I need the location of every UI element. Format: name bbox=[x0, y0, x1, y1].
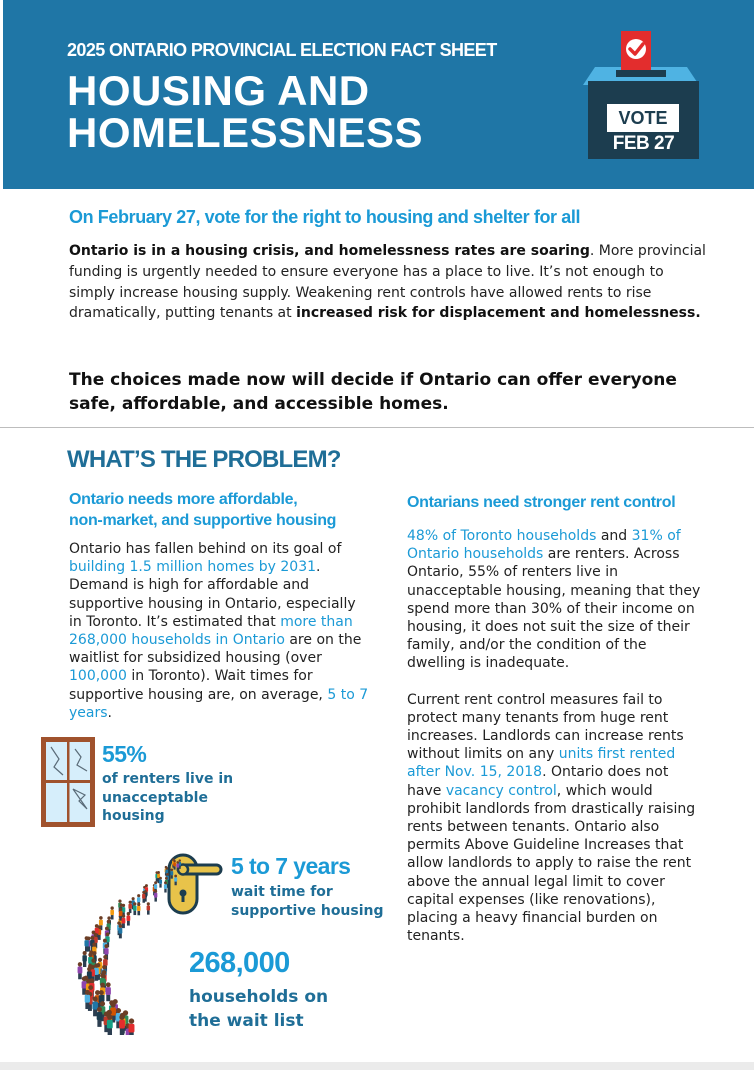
crowd-person bbox=[110, 906, 114, 919]
right-highlight-1: 48% of Toronto households bbox=[407, 528, 597, 544]
crowd-person bbox=[126, 912, 130, 926]
left-highlight-4: 5 to 7 years bbox=[69, 686, 369, 721]
crowd-person bbox=[137, 903, 141, 916]
crowd-person bbox=[119, 1015, 125, 1035]
crowd-person bbox=[154, 890, 157, 902]
crowd-person bbox=[173, 860, 176, 870]
intro-text-1: . More provincial funding is urgently needed to ensure everyone has a place to live. It’s not enough to simply increase housing supply. Weakening rent controls have allowed rents to rise dramatically, putting tenants at bbox=[69, 243, 706, 322]
crowd-person bbox=[97, 1007, 103, 1027]
left-subheading bbox=[69, 489, 389, 531]
crowd-person bbox=[129, 1018, 135, 1035]
crowd-person bbox=[176, 861, 179, 871]
crowd-person bbox=[82, 951, 86, 967]
stat-label-renters bbox=[102, 770, 233, 826]
crowd-person bbox=[85, 990, 90, 1009]
left-text-2: . Demand is high for affordable and supportive housing in Ontario, especially in Toronto. It’s estimated that bbox=[69, 559, 356, 630]
intro-paragraph bbox=[69, 241, 709, 324]
right-text-2: are renters. Across Ontario, 55% of renters live in unacceptable housing, meaning that they spend more than 30% of their income on housing, it does not suit the size of their family, and/or the condition of the dwelling is inadequate. bbox=[407, 546, 701, 672]
crowd-person bbox=[128, 901, 131, 913]
stat-label-waitlist-line-1: households on bbox=[189, 987, 329, 1007]
intro-heading: On February 27, vote for the right to housing and shelter for all bbox=[69, 207, 581, 227]
crowd-person bbox=[164, 881, 167, 892]
problem-heading: WHAT’S THE PROBLEM? bbox=[67, 446, 341, 473]
right-text-1: and bbox=[596, 528, 632, 544]
crowd-icon bbox=[30, 850, 190, 1035]
stat-value-wait: 5 to 7 years bbox=[231, 853, 351, 879]
fact-sheet-kicker: 2025 ONTARIO PROVINCIAL ELECTION FACT SHEET bbox=[67, 40, 497, 60]
left-paragraph bbox=[69, 540, 369, 722]
vote-date: FEB 27 bbox=[612, 133, 675, 154]
right-text-4: . Ontario does not have bbox=[407, 764, 669, 799]
crowd-person bbox=[118, 924, 122, 938]
left-subheading-line-2: non-market, and supportive housing bbox=[69, 512, 337, 529]
stat-label-renters-line-3: housing bbox=[102, 808, 165, 824]
crowd-person bbox=[107, 1014, 113, 1035]
left-text-1: Ontario has fallen behind on its goal of bbox=[69, 541, 342, 557]
broken-window-icon bbox=[41, 737, 95, 827]
left-text-4: in Toronto). Wait times for supportive housing are, on average, bbox=[69, 668, 328, 703]
crowd-person bbox=[133, 902, 137, 915]
right-paragraph-2 bbox=[407, 691, 707, 946]
vote-label: VOTE bbox=[607, 104, 679, 132]
crowd-person bbox=[147, 902, 150, 914]
left-subheading-line-1: Ontario needs more affordable, bbox=[69, 491, 298, 508]
stat-label-wait-line-1: wait time for bbox=[231, 884, 333, 900]
stat-label-wait bbox=[231, 883, 384, 921]
right-subheading: Ontarians need stronger rent control bbox=[407, 494, 676, 511]
page-title bbox=[67, 67, 424, 156]
left-highlight-1: building 1.5 million homes by 2031 bbox=[69, 559, 317, 576]
left-text-5: . bbox=[107, 704, 112, 721]
right-highlight-4: vacancy control bbox=[445, 782, 557, 799]
crowd-person bbox=[159, 877, 162, 888]
crowd-person bbox=[106, 982, 111, 1001]
title-line-1: HOUSING AND bbox=[67, 67, 370, 114]
title-line-2: HOMELESSNESS bbox=[67, 109, 424, 156]
left-highlight-3: 100,000 bbox=[69, 668, 127, 685]
stat-value-renters: 55% bbox=[102, 741, 147, 767]
crowd-person bbox=[174, 875, 177, 886]
right-paragraph bbox=[407, 527, 707, 945]
stat-label-waitlist-line-2: the wait list bbox=[189, 1011, 304, 1031]
stat-label-renters-line-1: of renters live in bbox=[102, 771, 234, 787]
right-text-5: , which would prohibit landlords from drastically raising rents between tenants. Ontario also permits Above Guideline Increases that allow landlords to apply to raise the rent above the annual legal limit to cover capital expenses (like renovations), placing a heavy financial burden on tenants. bbox=[407, 782, 696, 945]
section-divider bbox=[0, 427, 754, 428]
stat-label-waitlist bbox=[189, 985, 328, 1033]
stat-value-waitlist: 268,000 bbox=[189, 947, 290, 979]
stat-label-wait-line-2: supportive housing bbox=[231, 903, 384, 919]
crowd-person bbox=[142, 891, 145, 903]
right-text-3: Current rent control measures fail to protect many tenants from huge rent increases. Landlords can increase rents without limits on any bbox=[407, 691, 684, 763]
intro-bold-1: Ontario is in a housing crisis, and homelessness rates are soaring bbox=[69, 243, 590, 259]
intro-conclusion: The choices made now will decide if Ontario can offer everyone safe, affordable, and accessible homes. bbox=[69, 370, 677, 414]
right-paragraph-1 bbox=[407, 527, 707, 673]
vote-box bbox=[588, 81, 699, 159]
right-highlight-2: 31% of Ontario households bbox=[407, 528, 681, 563]
intro-bold-2: increased risk for displacement and homelessness. bbox=[296, 305, 701, 322]
stat-label-renters-line-2: unacceptable bbox=[102, 789, 208, 806]
right-highlight-3: units first rented after Nov. 15, 2018 bbox=[407, 746, 676, 781]
crowd-person bbox=[78, 962, 83, 979]
crowd-person bbox=[170, 868, 173, 878]
left-highlight-2: more than 268,000 households in Ontario bbox=[69, 613, 353, 649]
crowd-person bbox=[84, 936, 88, 951]
left-text-3: are on the waitlist for subsidized housing (over bbox=[69, 632, 362, 667]
